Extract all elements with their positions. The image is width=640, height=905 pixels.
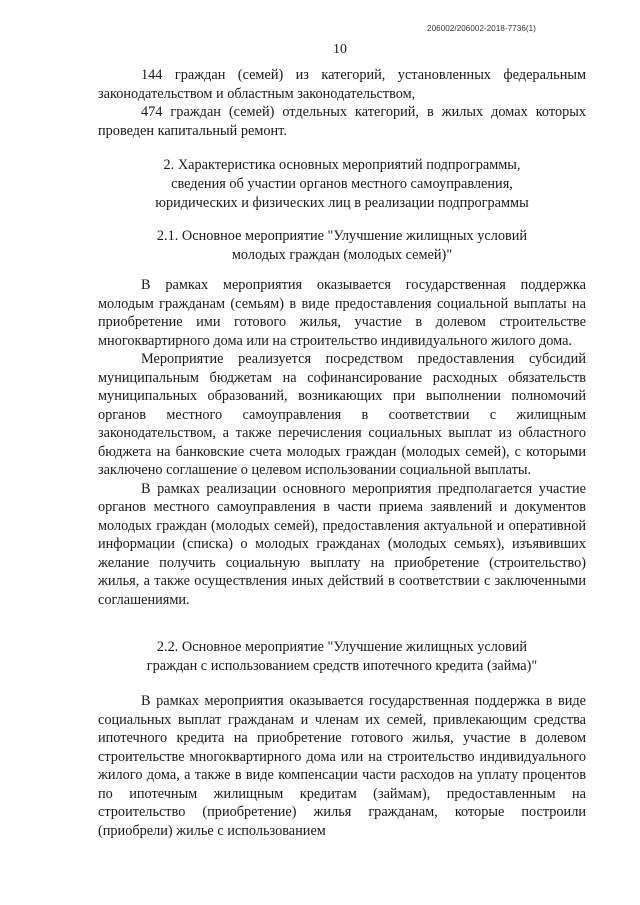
- intro-paragraph-1: 144 граждан (семей) из категорий, установленных федеральным законодательством и областным законодательством,: [98, 67, 586, 102]
- section-2-heading-line: юридических и физических лиц в реализации подпрограммы: [155, 195, 529, 211]
- section-2-1-paragraph-2: Мероприятие реализуется посредством предоставления субсидий муниципальным бюджетам на софинансирование расходных обязательств муниципальных образований, возникающих при выполнении полномочий органов местного самоуправления в соответствии с жилищным законодательством, а также перечисления социальных выплат из областного бюджета на банковские счета молодых граждан (молодых семей), с которыми заключено соглашение о целевом использовании социальной выплаты.: [98, 351, 586, 478]
- section-2-2-paragraph-1: В рамках мероприятия оказывается государственная поддержка в виде социальных выплат гражданам и членам их семей, привлекающим средства ипотечного кредита на приобретение готового жилья, участие в долевом строительстве многоквартирного дома или на строительство индивидуального жилого дома, а также в виде компенсации части расходов на уплату процентов по ипотечным жилищным кредитам (займам), предоставленным на строительство (приобретение) жилья гражданам, которые построили (приобрели) жилье с использованием: [98, 693, 586, 839]
- section-2-heading: [98, 156, 586, 213]
- section-2-2-heading-line: граждан с использованием средств ипотечного кредита (займа)": [146, 658, 538, 674]
- intro-paragraph-2: 474 граждан (семей) отдельных категорий, в жилых домах которых проведен капитальный ремонт.: [98, 104, 586, 139]
- section-2-1-paragraph-3: В рамках реализации основного мероприятия предполагается участие органов местного самоуправления в части приема заявлений и документов молодых граждан (молодых семей), предоставления актуальной и оперативной информации (списка) о молодых гражданах (молодых семьях), изъявивших желание получить социальную выплату на приобретение (строительство) жилья, а также осуществления иных действий в соответствии с заключенными соглашениями.: [98, 480, 586, 608]
- section-2-1-paragraph-1: В рамках мероприятия оказывается государственная поддержка молодым гражданам (семьям) в виде предоставления социальной выплаты на приобретение ими готового жилья, участие в долевом строительстве многоквартирного дома или на строительство индивидуального жилого дома.: [98, 277, 586, 349]
- section-2-heading-line: 2. Характеристика основных мероприятий подпрограммы,: [163, 157, 521, 173]
- section-2-1-heading-line: молодых граждан (молодых семей)": [231, 247, 453, 263]
- section-2-2-heading-line: 2.2. Основное мероприятие "Улучшение жилищных условий: [156, 639, 528, 655]
- section-2-2-body: [98, 692, 586, 840]
- section-2-1-heading: [98, 227, 586, 265]
- document-id: 206002/206002-2018-7736(1): [427, 24, 536, 33]
- section-2-2-heading: [98, 638, 586, 676]
- section-2-1-heading-line: 2.1. Основное мероприятие "Улучшение жилищных условий: [156, 228, 528, 244]
- section-2-heading-line: сведения об участии органов местного самоуправления,: [171, 176, 513, 192]
- section-2-1-body: [98, 276, 586, 609]
- page-number: 10: [333, 42, 347, 57]
- intro-block: [98, 66, 586, 140]
